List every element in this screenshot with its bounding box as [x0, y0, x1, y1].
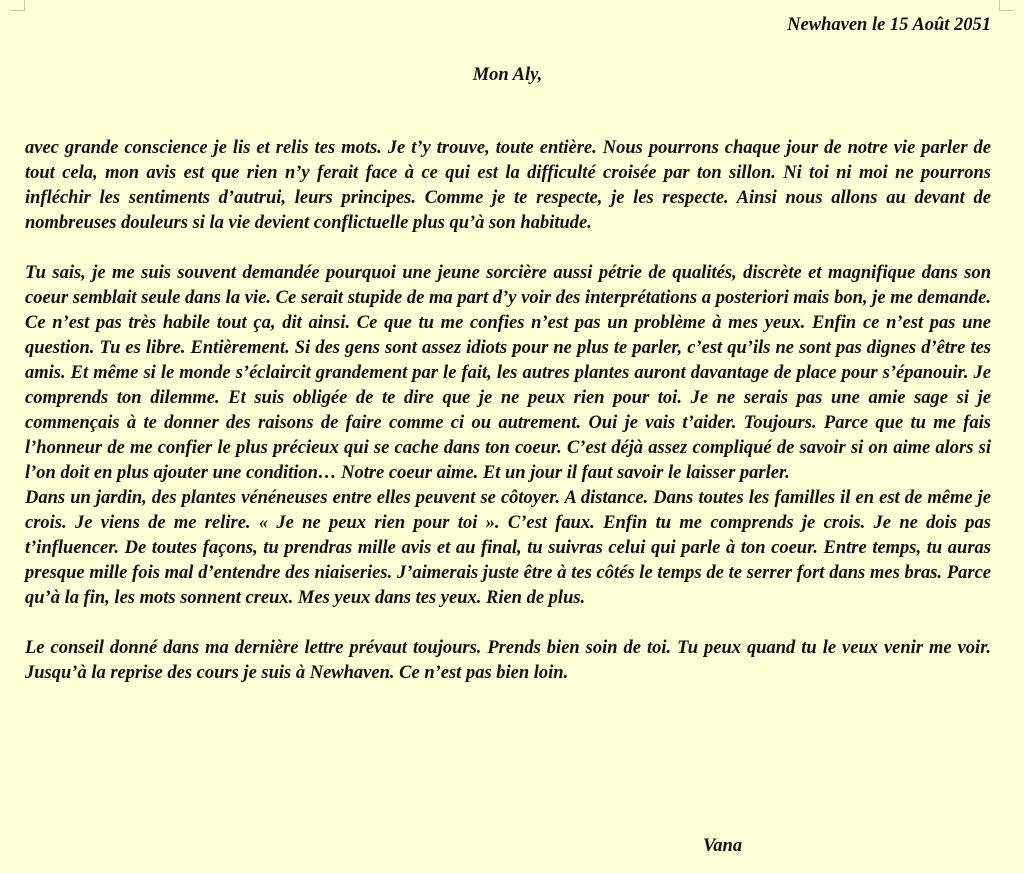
letter-signature: Vana [703, 836, 743, 856]
letter-salutation: Mon Aly, [472, 65, 543, 85]
letter-date-line: Newhaven le 15 Août 2051 [787, 15, 991, 35]
letter-body [25, 136, 991, 686]
page-corner-mark-right [999, 0, 1014, 11]
letter-paragraph-2: Tu sais, je me suis souvent demandée pourquoi une jeune sorcière aussi pétrie de qualités, discrète et magnifique dans son coeur semblait seule dans la vie. Ce serait stupide de ma part d’y voir des interprétations a posteriori mais bon, je me demande. Ce n’est pas très habile tout ça, dit ainsi. Ce que tu me confies n’est pas un problème à mes yeux. Enfin ce n’est pas une question. Tu es libre. Entièrement. Si des gens sont assez idiots pour ne plus te parler, c’est qu’ils ne sont pas dignes d’être tes amis. Et même si le monde s’éclaircit grandement par le fait, les autres plantes auront davantage de place pour s’épanouir. Je comprends ton dilemme. Et suis obligée de te dire que je ne peux rien pour toi. Je ne serais pas une amie sage si je commençais à te donner des raisons de faire comme ci ou autrement. Oui je vais t’aider. Toujours. Parce que tu me fais l’honneur de me confier le plus précieux qui se cache dans ton coeur. C’est déjà assez compliqué de savoir si on aime alors si l’on doit en plus ajouter une condition… Notre coeur aime. Et un jour il faut savoir le laisser parler. [25, 263, 991, 483]
page-corner-mark-left [10, 0, 25, 11]
letter-paragraph-3: Dans un jardin, des plantes vénéneuses entre elles peuvent se côtoyer. A distance. Dans toutes les familles il en est de même je crois. Je viens de me relire. « Je ne peux rien pour toi ». C’est faux. Enfin tu me comprends je crois. Je ne dois pas t’influencer. De toutes façons, tu prendras mille avis et au final, tu suivras celui qui parle à ton coeur. Entre temps, tu auras presque mille fois mal d’entendre des niaiseries. J’aimerais juste être à tes côtés le temps de te serrer fort dans mes bras. Parce qu’à la fin, les mots sonnent creux. Mes yeux dans tes yeux. Rien de plus. [25, 488, 991, 608]
letter-paragraph-4: Le conseil donné dans ma dernière lettre prévaut toujours. Prends bien soin de toi. Tu peux quand tu le veux venir me voir. Jusqu’à la reprise des cours je suis à Newhaven. Ce n’est pas bien loin. [25, 638, 991, 683]
letter-paragraph-1: avec grande conscience je lis et relis tes mots. Je t’y trouve, toute entière. Nous pourrons chaque jour de notre vie parler de tout cela, mon avis est que rien n’y ferait face à ce qui est la difficulté croisée par ton sillon. Ni toi ni moi ne pourrons infléchir les sentiments d’autrui, leurs principes. Comme je te respecte, je les respecte. Ainsi nous allons au devant de nombreuses douleurs si la vie devient conflictuelle plus qu’à son habitude. [25, 138, 991, 233]
